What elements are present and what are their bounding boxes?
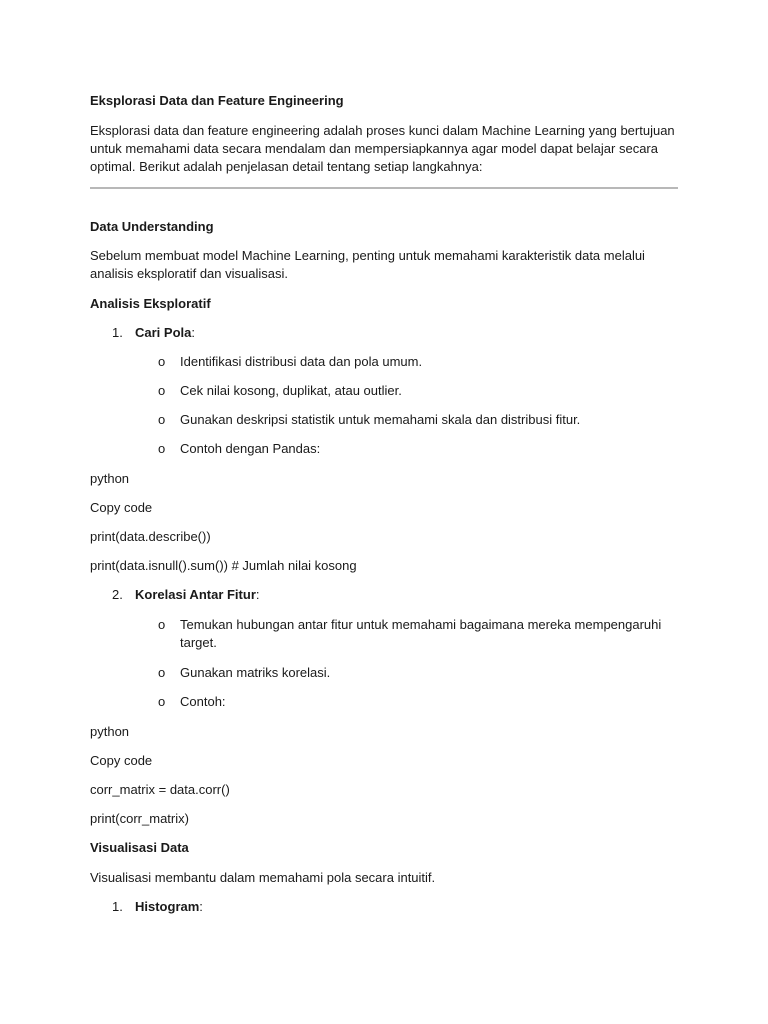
list-number: 1.	[112, 325, 123, 340]
list-item-colon: :	[191, 325, 195, 340]
list-item-title	[135, 586, 260, 604]
bullet-text: Temukan hubungan antar fitur untuk memahami bagaimana mereka mempengaruhi target.	[180, 617, 662, 650]
bullet-icon: o	[158, 617, 166, 632]
bullet-text: Contoh dengan Pandas:	[180, 441, 321, 456]
bullet-text: Gunakan deskripsi statistik untuk memahami skala dan distribusi fitur.	[180, 412, 581, 427]
code-language-label: python	[90, 724, 130, 739]
section-heading-data-understanding: Data Understanding	[90, 219, 214, 234]
intro-paragraph: Eksplorasi data dan feature engineering adalah proses kunci dalam Machine Learning yang bertujuan untuk memahami data secara mendalam dan mempersiapkannya agar model dapat belajar secara optimal. Berikut adalah penjelasan detail tentang setiap langkahnya:	[90, 123, 675, 174]
bullet-text: Identifikasi distribusi data dan pola umum.	[180, 354, 423, 369]
list-item-title	[135, 324, 195, 342]
horizontal-divider	[90, 187, 678, 189]
list-number: 1.	[112, 899, 123, 914]
copy-code-label: Copy code	[90, 500, 153, 515]
list-item-title-text: Cari Pola	[135, 325, 192, 340]
section-paragraph: Sebelum membuat model Machine Learning, penting untuk memahami karakteristik data melalui analisis eksploratif dan visualisasi.	[90, 248, 645, 281]
bullet-text: Contoh:	[180, 694, 226, 709]
list-item-title-text: Histogram	[135, 899, 200, 914]
code-line: print(corr_matrix)	[90, 811, 189, 826]
code-line: print(data.describe())	[90, 529, 211, 544]
bullet-text: Gunakan matriks korelasi.	[180, 665, 331, 680]
copy-code-label: Copy code	[90, 753, 153, 768]
bullet-icon: o	[158, 354, 166, 369]
list-number: 2.	[112, 587, 123, 602]
code-line: corr_matrix = data.corr()	[90, 782, 230, 797]
bullet-icon: o	[158, 665, 166, 680]
list-item-colon: :	[255, 587, 260, 602]
sub-heading-visualisasi-data: Visualisasi Data	[90, 840, 189, 855]
code-line: print(data.isnull().sum()) # Jumlah nilai kosong	[90, 558, 357, 573]
bullet-text: Cek nilai kosong, duplikat, atau outlier.	[180, 383, 402, 398]
bullet-icon: o	[158, 441, 166, 456]
bullet-icon: o	[158, 383, 166, 398]
document-title: Eksplorasi Data dan Feature Engineering	[90, 93, 344, 108]
list-item-title	[135, 898, 203, 916]
code-language-label: python	[90, 471, 130, 486]
section-paragraph: Visualisasi membantu dalam memahami pola secara intuitif.	[90, 870, 436, 885]
list-item-title-text: Korelasi Antar Fitur	[135, 587, 256, 602]
sub-heading-analisis-eksploratif: Analisis Eksploratif	[90, 296, 211, 311]
list-item-colon: :	[199, 899, 203, 914]
bullet-icon: o	[158, 694, 166, 709]
bullet-icon: o	[158, 412, 166, 427]
